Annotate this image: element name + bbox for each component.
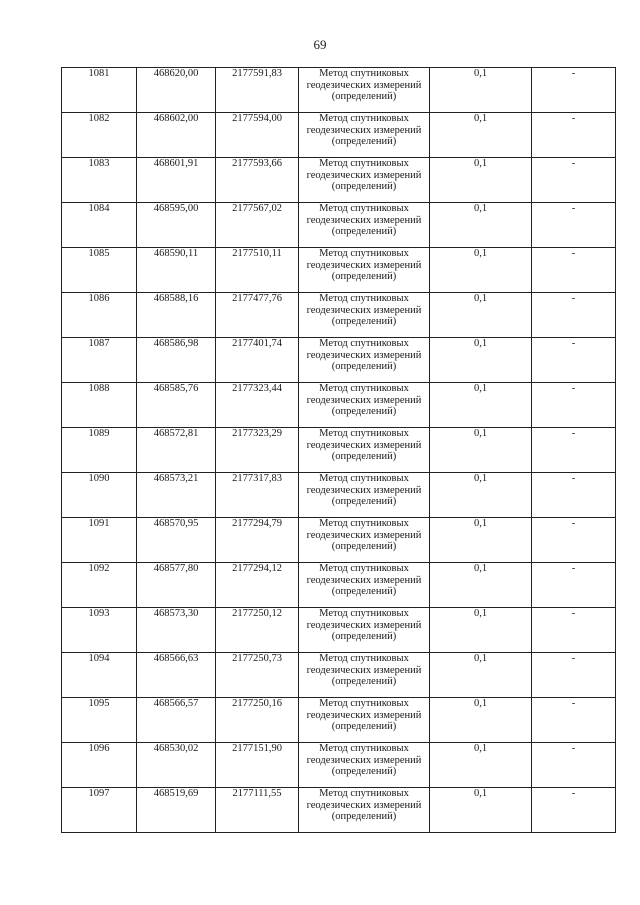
accuracy-cell: 0,1	[430, 653, 532, 698]
method-line: геодезических измерений	[306, 484, 422, 496]
method-line: (определений)	[331, 271, 397, 282]
extra-cell: -	[532, 743, 616, 788]
accuracy-cell: 0,1	[430, 248, 532, 293]
extra-cell: -	[532, 608, 616, 653]
method-cell	[299, 113, 430, 158]
accuracy-cell: 0,1	[430, 203, 532, 248]
x-coordinate-cell: 468573,30	[137, 608, 216, 653]
y-coordinate-cell: 2177591,83	[216, 68, 299, 113]
method-line: Метод спутниковых	[319, 293, 409, 304]
x-coordinate-cell: 468577,80	[137, 563, 216, 608]
y-coordinate-cell: 2177317,83	[216, 473, 299, 518]
method-line: Метод спутниковых	[319, 338, 409, 349]
method-cell	[299, 563, 430, 608]
method-line: геодезических измерений	[306, 439, 422, 451]
y-coordinate-cell: 2177151,90	[216, 743, 299, 788]
point-number-cell: 1087	[62, 338, 137, 383]
point-number-cell: 1089	[62, 428, 137, 473]
method-line: (определений)	[331, 226, 397, 237]
method-line: Метод спутниковых	[319, 248, 409, 259]
method-line: (определений)	[331, 586, 397, 597]
accuracy-cell: 0,1	[430, 428, 532, 473]
extra-cell: -	[532, 68, 616, 113]
extra-cell: -	[532, 698, 616, 743]
method-cell	[299, 788, 430, 833]
table-row	[62, 428, 616, 473]
method-line: Метод спутниковых	[319, 383, 409, 394]
method-cell	[299, 338, 430, 383]
point-number-cell: 1090	[62, 473, 137, 518]
x-coordinate-cell: 468590,11	[137, 248, 216, 293]
point-number-cell: 1093	[62, 608, 137, 653]
y-coordinate-cell: 2177250,73	[216, 653, 299, 698]
table-row	[62, 563, 616, 608]
y-coordinate-cell: 2177323,44	[216, 383, 299, 428]
x-coordinate-cell: 468601,91	[137, 158, 216, 203]
method-cell	[299, 158, 430, 203]
page-number: 69	[313, 37, 327, 52]
accuracy-cell: 0,1	[430, 293, 532, 338]
method-line: геодезических измерений	[306, 574, 422, 586]
y-coordinate-cell: 2177250,12	[216, 608, 299, 653]
table-row	[62, 113, 616, 158]
extra-cell: -	[532, 563, 616, 608]
extra-cell: -	[532, 428, 616, 473]
point-number-cell: 1084	[62, 203, 137, 248]
x-coordinate-cell: 468573,21	[137, 473, 216, 518]
method-cell	[299, 203, 430, 248]
point-number-cell: 1088	[62, 383, 137, 428]
accuracy-cell: 0,1	[430, 473, 532, 518]
method-line: (определений)	[331, 451, 397, 462]
accuracy-cell: 0,1	[430, 113, 532, 158]
accuracy-cell: 0,1	[430, 743, 532, 788]
y-coordinate-cell: 2177250,16	[216, 698, 299, 743]
method-line: Метод спутниковых	[319, 608, 409, 619]
coordinates-table	[61, 67, 616, 833]
table-row	[62, 698, 616, 743]
point-number-cell: 1082	[62, 113, 137, 158]
y-coordinate-cell: 2177510,11	[216, 248, 299, 293]
method-line: геодезических измерений	[306, 709, 422, 721]
method-line: (определений)	[331, 766, 397, 777]
method-cell	[299, 743, 430, 788]
accuracy-cell: 0,1	[430, 158, 532, 203]
extra-cell: -	[532, 473, 616, 518]
extra-cell: -	[532, 158, 616, 203]
method-cell	[299, 473, 430, 518]
y-coordinate-cell: 2177401,74	[216, 338, 299, 383]
method-cell	[299, 68, 430, 113]
method-line: (определений)	[331, 496, 397, 507]
method-line: геодезических измерений	[306, 259, 422, 271]
accuracy-cell: 0,1	[430, 338, 532, 383]
method-line: Метод спутниковых	[319, 518, 409, 529]
table-row	[62, 653, 616, 698]
method-line: Метод спутниковых	[319, 473, 409, 484]
method-line: геодезических измерений	[306, 619, 422, 631]
method-line: геодезических измерений	[306, 304, 422, 316]
method-cell	[299, 608, 430, 653]
method-line: Метод спутниковых	[319, 158, 409, 169]
method-line: геодезических измерений	[306, 664, 422, 676]
x-coordinate-cell: 468602,00	[137, 113, 216, 158]
method-line: геодезических измерений	[306, 349, 422, 361]
extra-cell: -	[532, 518, 616, 563]
extra-cell: -	[532, 203, 616, 248]
method-cell	[299, 383, 430, 428]
method-line: (определений)	[331, 631, 397, 642]
method-cell	[299, 248, 430, 293]
extra-cell: -	[532, 293, 616, 338]
point-number-cell: 1085	[62, 248, 137, 293]
method-line: (определений)	[331, 91, 397, 102]
table-row	[62, 518, 616, 563]
extra-cell: -	[532, 383, 616, 428]
method-line: Метод спутниковых	[319, 563, 409, 574]
point-number-cell: 1097	[62, 788, 137, 833]
table-row	[62, 608, 616, 653]
method-line: (определений)	[331, 541, 397, 552]
method-cell	[299, 698, 430, 743]
method-line: (определений)	[331, 406, 397, 417]
method-line: геодезических измерений	[306, 79, 422, 91]
x-coordinate-cell: 468530,02	[137, 743, 216, 788]
method-line: (определений)	[331, 361, 397, 372]
coordinates-table-body	[62, 68, 616, 833]
accuracy-cell: 0,1	[430, 698, 532, 743]
method-cell	[299, 518, 430, 563]
x-coordinate-cell: 468566,63	[137, 653, 216, 698]
method-line: (определений)	[331, 181, 397, 192]
x-coordinate-cell: 468572,81	[137, 428, 216, 473]
method-line: геодезических измерений	[306, 124, 422, 136]
table-row	[62, 293, 616, 338]
method-line: (определений)	[331, 721, 397, 732]
x-coordinate-cell: 468586,98	[137, 338, 216, 383]
extra-cell: -	[532, 113, 616, 158]
extra-cell: -	[532, 653, 616, 698]
point-number-cell: 1094	[62, 653, 137, 698]
x-coordinate-cell: 468585,76	[137, 383, 216, 428]
point-number-cell: 1092	[62, 563, 137, 608]
accuracy-cell: 0,1	[430, 68, 532, 113]
method-line: Метод спутниковых	[319, 653, 409, 664]
point-number-cell: 1086	[62, 293, 137, 338]
table-row	[62, 158, 616, 203]
y-coordinate-cell: 2177294,12	[216, 563, 299, 608]
extra-cell: -	[532, 248, 616, 293]
method-line: Метод спутниковых	[319, 428, 409, 439]
y-coordinate-cell: 2177323,29	[216, 428, 299, 473]
accuracy-cell: 0,1	[430, 518, 532, 563]
method-line: Метод спутниковых	[319, 698, 409, 709]
table-row	[62, 203, 616, 248]
method-line: геодезических измерений	[306, 214, 422, 226]
table-row	[62, 338, 616, 383]
method-line: (определений)	[331, 316, 397, 327]
y-coordinate-cell: 2177477,76	[216, 293, 299, 338]
table-row	[62, 383, 616, 428]
table-row	[62, 743, 616, 788]
point-number-cell: 1096	[62, 743, 137, 788]
method-line: Метод спутниковых	[319, 113, 409, 124]
accuracy-cell: 0,1	[430, 788, 532, 833]
x-coordinate-cell: 468519,69	[137, 788, 216, 833]
accuracy-cell: 0,1	[430, 563, 532, 608]
table-row	[62, 788, 616, 833]
x-coordinate-cell: 468588,16	[137, 293, 216, 338]
method-line: Метод спутниковых	[319, 203, 409, 214]
method-line: Метод спутниковых	[319, 788, 409, 799]
method-line: Метод спутниковых	[319, 743, 409, 754]
method-line: геодезических измерений	[306, 394, 422, 406]
method-line: геодезических измерений	[306, 529, 422, 541]
method-cell	[299, 293, 430, 338]
accuracy-cell: 0,1	[430, 608, 532, 653]
method-line: геодезических измерений	[306, 799, 422, 811]
point-number-cell: 1083	[62, 158, 137, 203]
method-cell	[299, 653, 430, 698]
table-row	[62, 473, 616, 518]
table-row	[62, 68, 616, 113]
method-cell	[299, 428, 430, 473]
y-coordinate-cell: 2177593,66	[216, 158, 299, 203]
x-coordinate-cell: 468595,00	[137, 203, 216, 248]
point-number-cell: 1091	[62, 518, 137, 563]
method-line: (определений)	[331, 136, 397, 147]
table-row	[62, 248, 616, 293]
extra-cell: -	[532, 338, 616, 383]
y-coordinate-cell: 2177111,55	[216, 788, 299, 833]
method-line: (определений)	[331, 811, 397, 822]
y-coordinate-cell: 2177594,00	[216, 113, 299, 158]
point-number-cell: 1081	[62, 68, 137, 113]
y-coordinate-cell: 2177294,79	[216, 518, 299, 563]
extra-cell: -	[532, 788, 616, 833]
method-line: Метод спутниковых	[319, 68, 409, 79]
method-line: геодезических измерений	[306, 754, 422, 766]
x-coordinate-cell: 468570,95	[137, 518, 216, 563]
point-number-cell: 1095	[62, 698, 137, 743]
method-line: (определений)	[331, 676, 397, 687]
accuracy-cell: 0,1	[430, 383, 532, 428]
x-coordinate-cell: 468566,57	[137, 698, 216, 743]
x-coordinate-cell: 468620,00	[137, 68, 216, 113]
method-line: геодезических измерений	[306, 169, 422, 181]
y-coordinate-cell: 2177567,02	[216, 203, 299, 248]
